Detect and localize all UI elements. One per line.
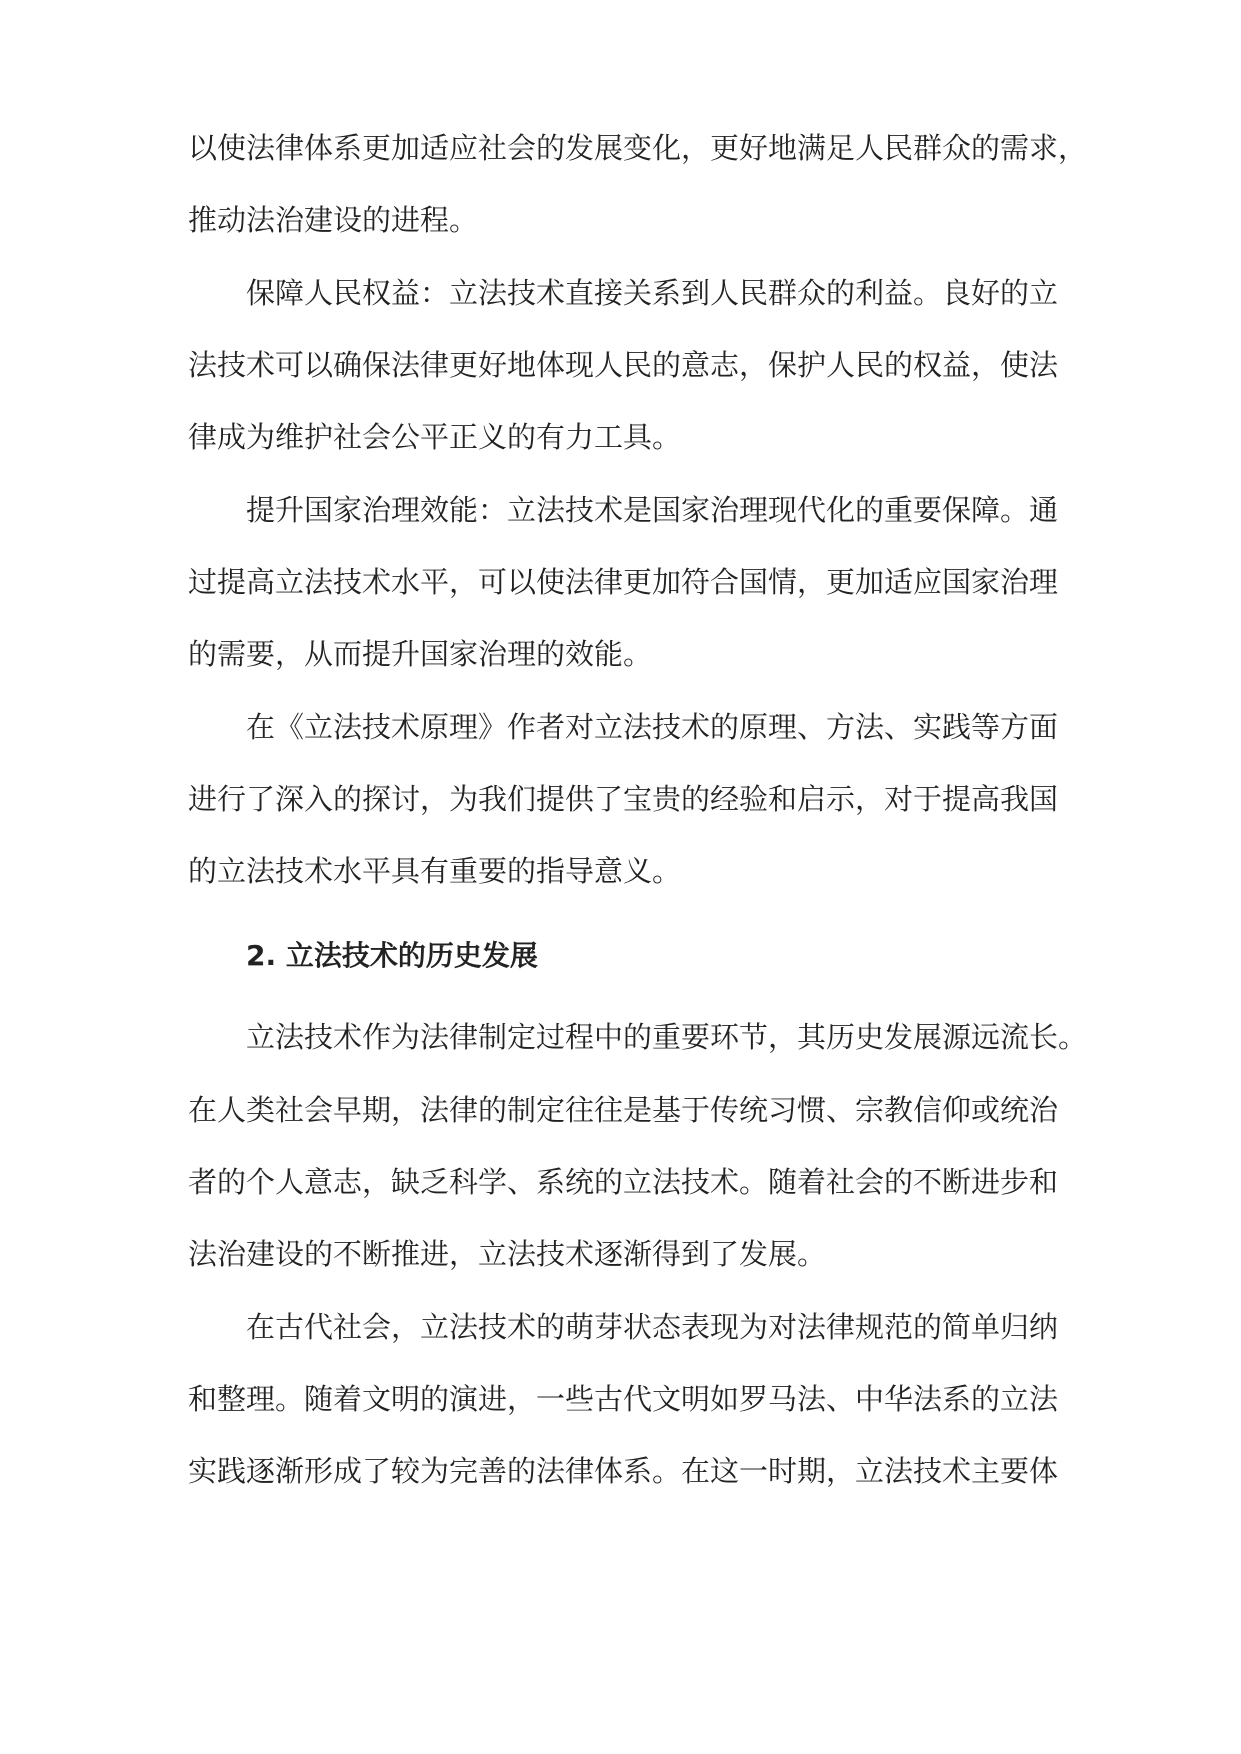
text-line: 的立法技术水平具有重要的指导意义。 <box>188 854 682 888</box>
paragraph-first-line: 在古代社会，立法技术的萌芽状态表现为对法律规范的简单归纳 <box>246 1310 1059 1344</box>
text-line: 法技术可以确保法律更好地体现人民的意志，保护人民的权益，使法 <box>188 348 1059 382</box>
text-line: 法治建设的不断推进，立法技术逐渐得到了发展。 <box>188 1237 827 1271</box>
text-line: 推动法治建设的进程。 <box>188 203 479 237</box>
text-line: 者的个人意志，缺乏科学、系统的立法技术。随着社会的不断进步和 <box>188 1165 1059 1199</box>
text-line: 在人类社会早期，法律的制定往往是基于传统习惯、宗教信仰或统治 <box>188 1093 1059 1127</box>
text-line: 律成为维护社会公平正义的有力工具。 <box>188 420 682 454</box>
paragraph-first-line: 提升国家治理效能：立法技术是国家治理现代化的重要保障。通 <box>246 493 1059 527</box>
section-heading: 2. 立法技术的历史发展 <box>246 939 538 972</box>
text-line: 以使法律体系更加适应社会的发展变化，更好地满足人民群众的需求， <box>188 131 1088 165</box>
text-line: 的需要，从而提升国家治理的效能。 <box>188 637 653 671</box>
text-line: 和整理。随着文明的演进，一些古代文明如罗马法、中华法系的立法 <box>188 1382 1059 1416</box>
paragraph-first-line: 保障人民权益：立法技术直接关系到人民群众的利益。良好的立 <box>246 276 1059 310</box>
paragraph-first-line: 在《立法技术原理》作者对立法技术的原理、方法、实践等方面 <box>246 710 1059 744</box>
text-line: 进行了深入的探讨，为我们提供了宝贵的经验和启示，对于提高我国 <box>188 782 1059 816</box>
text-line: 过提高立法技术水平，可以使法律更加符合国情，更加适应国家治理 <box>188 565 1059 599</box>
paragraph-first-line: 立法技术作为法律制定过程中的重要环节，其历史发展源远流长。 <box>246 1020 1088 1054</box>
text-line: 实践逐渐形成了较为完善的法律体系。在这一时期，立法技术主要体 <box>188 1454 1059 1488</box>
